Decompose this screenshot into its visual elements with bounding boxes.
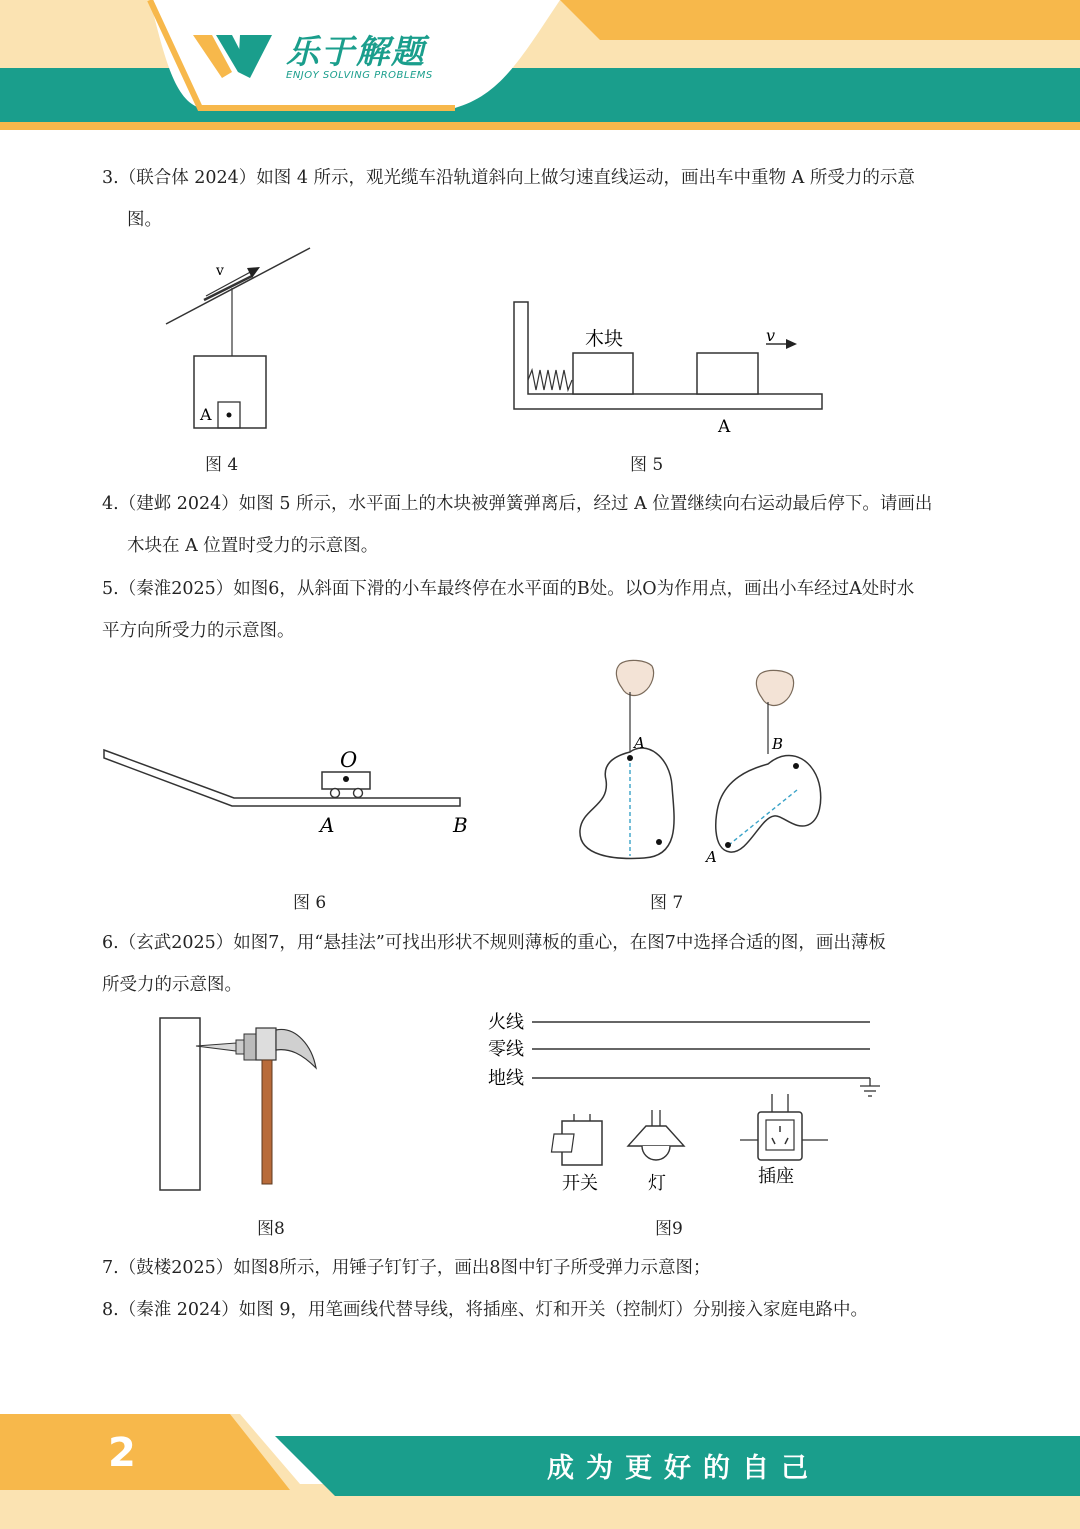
question-4-line-1: 4.（建邺 2024）如图 5 所示，水平面上的木块被弹簧弹离后，经过 A 位置继续向右运动最后停下。请画出: [102, 494, 933, 514]
figure-9-household-circuit: [482, 1006, 882, 1196]
header-banner: [0, 0, 1080, 130]
socket-label: 插座: [758, 1166, 794, 1187]
question-4-line-2: 木块在 A 位置时受力的示意图。: [127, 536, 379, 556]
footer-slogan: 成为更好的自己: [547, 1453, 820, 1484]
ground-wire-label: 地线: [488, 1068, 524, 1089]
fig4-a-label: A: [200, 405, 212, 424]
switch-label: 开关: [562, 1173, 598, 1194]
figure-4-cable-car: [160, 240, 320, 440]
question-5-line-2: 平方向所受力的示意图。: [102, 621, 295, 641]
figure-8-caption: 图8: [257, 1219, 285, 1239]
fig7-b-label: B: [772, 735, 784, 753]
figure-8-hammer-nail: [150, 1010, 330, 1200]
live-wire-label: 火线: [488, 1012, 524, 1033]
fig6-a-label: A: [320, 813, 335, 837]
figure-6-caption: 图 6: [293, 893, 327, 913]
fig5-a-label: A: [718, 417, 731, 437]
question-7: 7.（鼓楼2025）如图8所示，用锤子钉钉子，画出8图中钉子所受弹力示意图；: [102, 1258, 711, 1278]
question-6-line-2: 所受力的示意图。: [102, 975, 242, 995]
fig7-a-label: A: [634, 734, 645, 752]
figure-7-suspended-plates: [570, 656, 840, 871]
ground-icon: [860, 1078, 880, 1096]
fig6-o-label: O: [340, 748, 358, 772]
figure-5-spring-block: [510, 298, 830, 443]
brand-name: 乐于解题: [286, 32, 426, 71]
question-3-line-2: 图。: [127, 210, 162, 230]
figure-9-caption: 图9: [655, 1219, 683, 1239]
fig5-block-label: 木块: [585, 328, 624, 350]
question-8: 8.（秦淮 2024）如图 9，用笔画线代替导线，将插座、灯和开关（控制灯）分别接入家庭电路中。: [102, 1300, 868, 1320]
question-5-line-1: 5.（秦淮2025）如图6，从斜面下滑的小车最终停在水平面的B处。以O为作用点，画出小车经过A处时水: [102, 579, 915, 599]
question-6-line-1: 6.（玄武2025）如图7，用“悬挂法”可找出形状不规则薄板的重心，在图7中选择合适的图，画出薄板: [102, 933, 886, 953]
fig7-a2-label: A: [706, 848, 717, 866]
page-number: 2: [108, 1430, 136, 1476]
figure-4-caption: 图 4: [205, 455, 239, 475]
neutral-wire-label: 零线: [488, 1039, 524, 1060]
brand-tagline: ENJOY SOLVING PROBLEMS: [286, 70, 433, 81]
figure-6-incline-cart: [100, 740, 480, 840]
fig6-b-label: B: [453, 813, 468, 837]
figure-7-caption: 图 7: [650, 893, 684, 913]
fig5-v-label: v: [766, 326, 776, 345]
socket-icon: [740, 1094, 828, 1160]
lamp-label: 灯: [648, 1173, 666, 1194]
fig4-v-label: v: [216, 263, 224, 279]
question-3-line-1: 3.（联合体 2024）如图 4 所示，观光缆车沿轨道斜向上做匀速直线运动，画出车中重物 A 所受力的示意: [102, 168, 915, 188]
switch-icon: [551, 1114, 602, 1165]
footer-banner: [0, 1410, 1080, 1529]
lamp-icon: [628, 1110, 684, 1160]
figure-5-caption: 图 5: [630, 455, 664, 475]
